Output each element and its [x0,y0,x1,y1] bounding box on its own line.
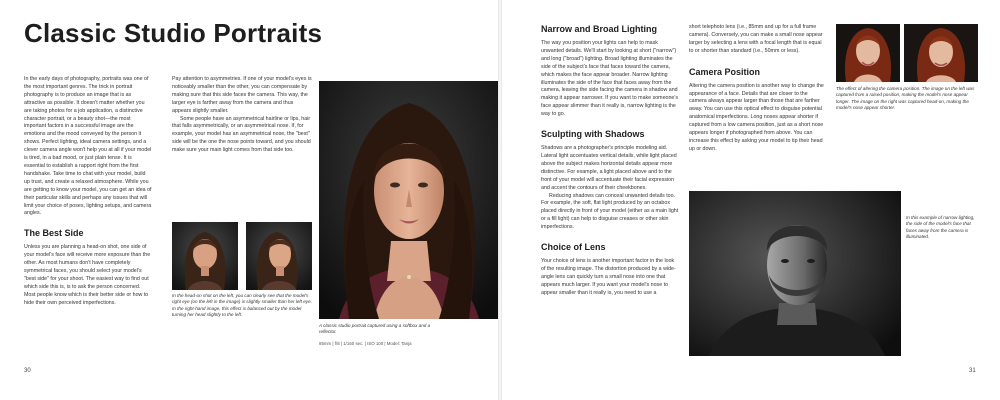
intro-text [24,76,152,218]
lens-heading: Choice of Lens [541,242,606,253]
main-portrait-caption: A classic studio portrait captured using a softbox and a reflector. [319,323,431,335]
main-portrait-photo [319,81,499,319]
portrait-raised-camera-photo [836,24,900,82]
asymmetry-paragraph-2: Some people have an asymmetrical hairline or lips, hair that falls asymmetrically, or an asymmetrical nose. If, for example, your model has an asymmetrical nose, the "best" side will be the one the nose points toward, and you should make sure your main light comes from that side too. [172,115,311,154]
narrow-broad-paragraph: The way you position your lights can help to mask unwanted details. We'll start by looking at short ("narrow") and long ("broad") lighting. Broad lighting illuminates the side of the subject's face that faces toward the camera, which makes the face appear broader. Narrow lighting illuminates the side of the face that faces away from the camera, leaving the side facing the camera in shadow and making it appear narrower. If you want to make someone's face appear slimmer than it really is, narrow lighting is the way to go. [541,40,679,118]
page-number-right: 31 [969,368,976,374]
intro-paragraph: In the early days of photography, portraits was one of the most important genres. The trick in portrait photography is to produce an image that is as attractive as possible. It doesn't matter whether you are taking photos for a job application, a distinctive character portrait, or a beauty shot—the most important factors in a successful image are the emotions and the mood conveyed by the person it shows. Perfect lighting, ideal camera settings, and a clever camera angle won't help you at all if your model is tired, in a bad mood, or just plain tense. It is essential to establish a rapport right from the first handshake. Take time to chat with your model, build up trust, and create a relaxed atmosphere. While you are getting to know your model, you can get an idea of their particular skills and perhaps any issues that will limit your choice of poses, lighting setups, and camera angles. [24,76,152,217]
best-side-heading: The Best Side [24,228,84,239]
portrait-head-on-photo [172,222,238,290]
camera-position-caption: The effect of altering the camera position. The image on the left was captured from a raised position, making the model's nose appear longer. The image on the right was captured head-on, making the model's nose appear shorter. [836,86,975,111]
asymmetry-paragraph-1: Pay attention to asymmetries. If one of your model's eyes is noticeably smaller than the other, you can compensate by making sure that this side faces the camera. This way, the larger eye is farther away from the camera and thus appears slightly smaller. [172,76,312,114]
left-column-1 [24,76,152,308]
main-portrait-credit: 85mm | f/8 | 1/160 sec. | ISO 100 | Model: Tanja [319,341,412,346]
page-number-left: 30 [24,368,31,374]
portrait-turned-photo [246,222,312,290]
camera-position-paragraph: Altering the camera position is another way to change the appearance of a face. Details that are closer to the camera always appear larger than those that are farther away. You can use this optical effect to disguise potential anatomical imperfections. Long noses appear shorter if captured from a low camera position, just as a short nose appears longer if photographed from above. You can increase this effect by asking your model to tip their head up or down. [689,82,824,152]
best-side-text [24,244,152,307]
camera-position-heading: Camera Position [689,66,761,77]
page-title: Classic Studio Portraits [24,18,323,48]
sculpting-paragraph-1: Shadows are a photographer's principle modeling aid. Lateral light accentuates vertical details, while light placed above the subject makes horizontal details appear more distinctive. For example, a light placed above and to the front of your model will accentuate their facial expression and accent the contours of their cheekbones. [541,145,677,191]
right-column-2 [689,24,825,154]
narrow-broad-heading: Narrow and Broad Lighting [541,24,657,34]
portrait-pair-caption: In the head-on shot on the left, you can clearly see that the model's right eye (on the left in the image) is slightly smaller than her left eye. In the right-hand image, this effect is balanced out by the model turning her head slightly to the left. [172,293,312,318]
sculpting-paragraph-2: Reducing shadows can conceal unwanted details too. For example, the soft, flat light produced by an octabox placed directly in front of your model (either as a main light or a fill light) can help to disguise creases or other skin imperfections. [541,192,679,231]
right-page [502,0,1000,400]
narrow-lighting-caption: In this example of narrow lighting, the side of the model's face that faces away from the camera is illuminated. [906,215,975,240]
sculpting-heading: Sculpting with Shadows [541,129,645,140]
right-column-1 [541,24,679,298]
left-page [0,0,498,400]
lens-paragraph: Your choice of lens is another important factor in the look of the resulting image. The distortion produced by a wide-angle lens can quickly turn a small nose into one that appears much larger. If you want your model's nose to appear smaller than it really is, you need to use a [541,258,676,296]
narrow-lighting-man-photo [689,191,901,356]
lens-continued-paragraph: short telephoto lens (i.e., 85mm and up for a full frame camera). Conversely, you can make a small nose appear larger by selecting a lens with a focal length that is equal to or shorter than standard (i.e., 50mm or less). [689,24,823,54]
best-side-paragraph: Unless you are planning a head-on shot, one side of your model's face will receive more exposure than the other. As most humans don't have completely symmetrical faces, you should select your model's "best side" for your shoot. The easiest way to find out which side this is, is to ask the person concerned. Most people know which is their better side or how to hide their own perceived imperfections. [24,244,151,306]
portrait-head-on-red-photo [904,24,978,82]
left-column-2 [172,76,312,155]
